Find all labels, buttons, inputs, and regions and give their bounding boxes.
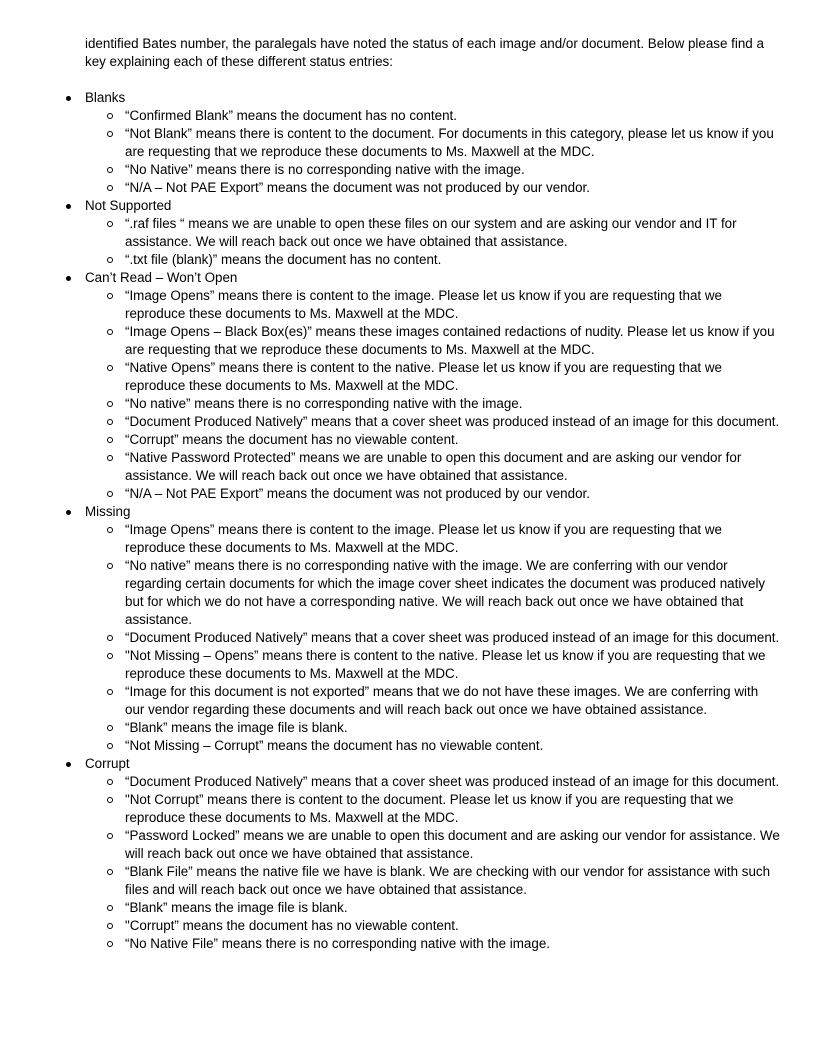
status-item <box>85 521 781 557</box>
status-item <box>85 719 781 737</box>
status-item-text: “N/A – Not PAE Export” means the document was not produced by our vendor. <box>125 180 590 195</box>
status-item <box>85 449 781 485</box>
status-item-text: “Image Opens – Black Box(es)” means these images contained redactions of nudity. Please let us know if you are requesting that we reproduce these documents to Ms. Maxwell at the MDC. <box>125 324 775 357</box>
status-item-text: “Native Opens” means there is content to the native. Please let us know if you are requesting that we reproduce these documents to Ms. Maxwell at the MDC. <box>125 360 722 393</box>
status-item <box>85 683 781 719</box>
status-item-text: “.txt file (blank)” means the document has no content. <box>125 252 442 267</box>
category-not-supported <box>61 197 781 269</box>
category-missing <box>61 503 781 755</box>
circle-bullet-icon <box>107 797 113 803</box>
status-item <box>85 215 781 251</box>
status-item-text: “Blank” means the image file is blank. <box>125 720 348 735</box>
status-item-text: “Image Opens” means there is content to the image. Please let us know if you are requesting that we reproduce these documents to Ms. Maxwell at the MDC. <box>125 288 722 321</box>
circle-bullet-icon <box>107 167 113 173</box>
status-item <box>85 413 781 431</box>
status-item-text: “Document Produced Natively” means that a cover sheet was produced instead of an image for this document. <box>125 414 780 429</box>
status-item-text: "Corrupt” means the document has no viewable content. <box>125 918 459 933</box>
circle-bullet-icon <box>107 401 113 407</box>
status-item <box>85 737 781 755</box>
circle-bullet-icon <box>107 689 113 695</box>
circle-bullet-icon <box>107 419 113 425</box>
status-item <box>85 359 781 395</box>
status-item <box>85 323 781 359</box>
status-item <box>85 863 781 899</box>
category-label: Missing <box>85 504 131 519</box>
status-item-text: "Not Corrupt” means there is content to the document. Please let us know if you are requesting that we reproduce these documents to Ms. Maxwell at the MDC. <box>125 792 734 825</box>
circle-bullet-icon <box>107 779 113 785</box>
circle-bullet-icon <box>107 221 113 227</box>
status-item-text: “Document Produced Natively” means that a cover sheet was produced instead of an image for this document. <box>125 630 780 645</box>
circle-bullet-icon <box>107 941 113 947</box>
status-item <box>85 485 781 503</box>
circle-bullet-icon <box>107 437 113 443</box>
circle-bullet-icon <box>107 455 113 461</box>
status-item-text: “Image Opens” means there is content to the image. Please let us know if you are requesting that we reproduce these documents to Ms. Maxwell at the MDC. <box>125 522 722 555</box>
status-item <box>85 395 781 413</box>
status-item-text: “Not Blank” means there is content to the document. For documents in this category, please let us know if you are requesting that we reproduce these documents to Ms. Maxwell at the MDC. <box>125 126 774 159</box>
status-item <box>85 161 781 179</box>
circle-bullet-icon <box>107 491 113 497</box>
status-item <box>85 791 781 827</box>
status-sublist <box>85 107 781 197</box>
bullet-icon <box>66 276 71 281</box>
status-item <box>85 917 781 935</box>
status-sublist <box>85 521 781 755</box>
circle-bullet-icon <box>107 257 113 263</box>
status-item-text: “No native” means there is no corresponding native with the image. <box>125 396 523 411</box>
circle-bullet-icon <box>107 185 113 191</box>
status-item-text: “Confirmed Blank” means the document has no content. <box>125 108 457 123</box>
status-item-text: “Blank” means the image file is blank. <box>125 900 348 915</box>
category-label: Blanks <box>85 90 126 105</box>
circle-bullet-icon <box>107 563 113 569</box>
status-item-text: “Password Locked” means we are unable to open this document and are asking our vendor for assistance. We will reach back out once we have obtained that assistance. <box>125 828 780 861</box>
circle-bullet-icon <box>107 131 113 137</box>
status-item-text: “No Native File” means there is no corresponding native with the image. <box>125 936 550 951</box>
status-item <box>85 287 781 323</box>
status-item-text: “No native” means there is no corresponding native with the image. We are conferring with our vendor regarding certain documents for which the image cover sheet indicates the document was produced natively but for which we do not have a corresponding native. We will reach back out once we have obtained that assistance. <box>125 558 766 627</box>
category-corrupt <box>61 755 781 953</box>
status-key-list <box>61 89 781 953</box>
status-item-text: “.raf files “ means we are unable to open these files on our system and are asking our vendor and IT for assistance. We will reach back out once we have obtained that assistance. <box>125 216 737 249</box>
status-item-text: “Corrupt” means the document has no viewable content. <box>125 432 459 447</box>
category-label: Corrupt <box>85 756 130 771</box>
status-item-text: “No Native” means there is no corresponding native with the image. <box>125 162 525 177</box>
status-item <box>85 773 781 791</box>
circle-bullet-icon <box>107 905 113 911</box>
status-item-text: “Blank File” means the native file we have is blank. We are checking with our vendor for assistance with such files and will reach back out once we have obtained that assistance. <box>125 864 771 897</box>
circle-bullet-icon <box>107 329 113 335</box>
status-item-text: “Native Password Protected” means we are unable to open this document and are asking our vendor for assistance. We will reach back out once we have obtained that assistance. <box>125 450 742 483</box>
circle-bullet-icon <box>107 365 113 371</box>
circle-bullet-icon <box>107 635 113 641</box>
status-item <box>85 179 781 197</box>
circle-bullet-icon <box>107 725 113 731</box>
bullet-icon <box>66 510 71 515</box>
category-cant-read <box>61 269 781 503</box>
category-label: Not Supported <box>85 198 172 213</box>
status-item-text: “Image for this document is not exported” means that we do not have these images. We are conferring with our vendor regarding these documents and will reach back out once we have obtained assistance. <box>125 684 759 717</box>
status-item <box>85 629 781 647</box>
circle-bullet-icon <box>107 923 113 929</box>
status-item <box>85 899 781 917</box>
status-item <box>85 647 781 683</box>
status-item <box>85 827 781 863</box>
status-item <box>85 935 781 953</box>
circle-bullet-icon <box>107 833 113 839</box>
status-item <box>85 251 781 269</box>
status-item-text: "Not Missing – Opens” means there is content to the native. Please let us know if you are requesting that we reproduce these documents to Ms. Maxwell at the MDC. <box>125 648 766 681</box>
status-sublist <box>85 215 781 269</box>
circle-bullet-icon <box>107 653 113 659</box>
status-item-text: “N/A – Not PAE Export” means the document was not produced by our vendor. <box>125 486 590 501</box>
status-item <box>85 107 781 125</box>
status-item-text: “Document Produced Natively” means that a cover sheet was produced instead of an image for this document. <box>125 774 780 789</box>
status-sublist <box>85 287 781 503</box>
status-sublist <box>85 773 781 953</box>
circle-bullet-icon <box>107 113 113 119</box>
bullet-icon <box>66 762 71 767</box>
category-blanks <box>61 89 781 197</box>
circle-bullet-icon <box>107 743 113 749</box>
category-label: Can’t Read – Won’t Open <box>85 270 238 285</box>
status-item-text: “Not Missing – Corrupt” means the document has no viewable content. <box>125 738 544 753</box>
status-item <box>85 125 781 161</box>
bullet-icon <box>66 204 71 209</box>
status-item <box>85 557 781 629</box>
bullet-icon <box>66 96 71 101</box>
circle-bullet-icon <box>107 293 113 299</box>
circle-bullet-icon <box>107 527 113 533</box>
status-item <box>85 431 781 449</box>
circle-bullet-icon <box>107 869 113 875</box>
intro-paragraph: identified Bates number, the paralegals have noted the status of each image and/or document. Below please find a key explaining each of these different status entries: <box>85 36 764 69</box>
